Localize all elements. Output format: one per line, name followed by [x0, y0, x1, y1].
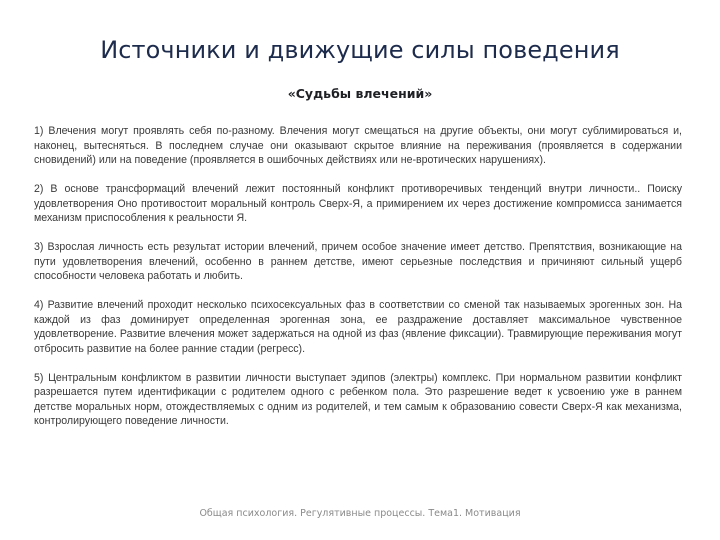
paragraph-2: 2) В основе трансформаций влечений лежит постоянный конфликт противоречивых тенденций внутри личности.. Поиску удовлетворения Оно противостоит моральный контроль Сверх-Я, а примирением их через достижение компромисса занимается механизм приспособления к реальности Я. — [34, 183, 682, 224]
paragraph-5: 5) Центральным конфликтом в развитии личности выступает эдипов (электры) комплекс. При нормальном развитии конфликт разрешается путем идентификации с родителем одного с ребенком пола. Это разрешение ведет к усвоению уже в раннем детстве моральных норм, отождествляемых с одним из родителей, и тем самым к образованию совести Сверх-Я как механизма, контролирующего поведение личности. — [34, 371, 682, 427]
slide-body — [34, 124, 682, 443]
slide-subtitle: «Судьбы влечений» — [287, 86, 433, 101]
slide-title: Источники и движущие силы поведения — [100, 36, 620, 64]
paragraph-4: 4) Развитие влечений проходит несколько психосексуальных фаз в соответствии со сменой так называемых эрогенных зон. На каждой из фаз доминирует определенная эрогенная зона, ее раздражение доставляет максимальное чувственное удовлетворение. Развитие влечения может задержаться на одной из фаз (явление фиксации). Травмирующие переживания могут отбросить развитие на более ранние стадии (регресс). — [34, 299, 682, 355]
paragraph-1: 1) Влечения могут проявлять себя по-разному. Влечения могут смещаться на другие объекты, они могут сублимироваться и, наконец, вытесняться. В последнем случае они оказывают скрытое влияние на переживания (проявляется в содержании сновидений) или на поведение (проявляется в ошибочных действиях или не-вротических нарушениях). — [34, 125, 682, 166]
slide-footer: Общая психология. Регулятивные процессы. Тема1. Мотивация — [199, 508, 521, 519]
paragraph-3: 3) Взрослая личность есть результат истории влечений, причем особое значение имеет детство. Препятствия, возникающие на пути удовлетворения влечений, особенно в раннем детстве, имеют серьезные последствия и причиняют сильный ущерб способности человека работать и любить. — [34, 241, 682, 282]
